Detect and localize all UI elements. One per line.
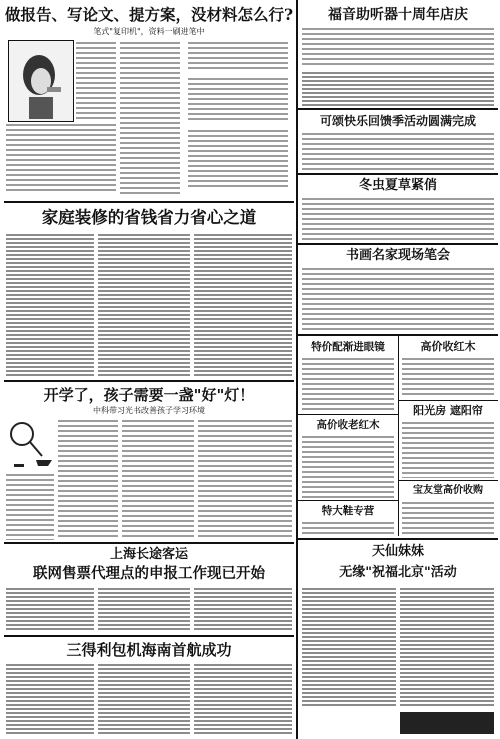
rule	[4, 201, 294, 203]
lamp-text-b	[6, 474, 54, 540]
progressive-text	[302, 358, 394, 412]
sunroom-headline-block	[400, 402, 496, 420]
rule	[298, 108, 498, 110]
lamp-text-a	[58, 420, 118, 540]
rule	[298, 538, 498, 540]
report-subhead-block	[4, 26, 294, 38]
hearing-aid-text	[302, 28, 494, 68]
tianxian-headline1-block	[300, 542, 496, 562]
success-text	[302, 133, 494, 171]
rule	[4, 380, 294, 382]
hearing-aid-headline: 福音助听器十周年店庆	[328, 7, 468, 23]
lamp-subhead: 中科带习光书改善孩子学习环境	[93, 406, 205, 415]
shanghai-text-b	[98, 588, 190, 632]
painting-text	[302, 268, 494, 332]
rule	[4, 635, 294, 637]
progressive-headline: 特价配渐进眼镜	[311, 341, 385, 353]
shanghai-headline2-block	[4, 563, 294, 585]
sunroom-headline: 阳光房 遮阳帘	[413, 404, 483, 417]
sanya-headline: 三得利包机海南首航成功	[66, 641, 232, 659]
sanya-text-a	[6, 664, 94, 736]
home-text-a	[6, 234, 94, 378]
rule	[4, 542, 294, 544]
painting-headline-block	[300, 246, 496, 266]
cordyceps-headline: 冬虫夏草紧俏	[358, 178, 437, 193]
tianxian-footer-ad	[400, 712, 494, 734]
home-headline-block	[4, 206, 294, 230]
baoyou-headline-block	[400, 482, 496, 500]
column-divider	[296, 0, 298, 739]
tianxian-headline-line1: 天仙妹妹	[371, 544, 424, 559]
lamp-headline-block	[4, 384, 294, 406]
mahogany-old-headline-block	[300, 416, 396, 434]
report-sidebar-text-a	[188, 42, 288, 72]
shanghai-headline-line2: 联网售票代理点的申报工作现已开始	[33, 565, 265, 582]
rule	[298, 243, 498, 245]
mahogany-buy-headline-block	[400, 338, 496, 356]
sanya-text-b	[98, 664, 190, 736]
cordyceps-headline-block	[300, 176, 496, 196]
home-text-c	[194, 234, 292, 378]
rule	[298, 500, 398, 501]
report-sidebar-text-c	[188, 130, 288, 190]
mahogany-buy-headline: 高价收红木	[420, 340, 476, 353]
lamp-headline: 开学了，孩子需要一盏"好"灯！	[43, 386, 255, 404]
shanghai-headline1-block	[4, 545, 294, 565]
report-headline: 做报告、写论文、提方案，没材料怎么行?	[4, 5, 294, 24]
shoes-text	[302, 522, 394, 536]
shoes-headline: 特大鞋专营	[321, 505, 375, 517]
painting-headline: 书画名家现场笔会	[345, 248, 450, 263]
lamp-illustration	[8, 420, 56, 470]
shanghai-text-a	[6, 588, 94, 632]
cordyceps-text	[302, 198, 494, 240]
desk-lamp-icon	[8, 420, 56, 470]
baoyou-headline: 宝友堂高价收购	[413, 485, 483, 496]
shanghai-headline-line1: 上海长途客运	[109, 547, 188, 562]
home-headline: 家庭装修的省钱省力省心之道	[41, 208, 257, 227]
tianxian-headline2-block	[300, 562, 496, 584]
mahogany-old-headline: 高价收老红木	[316, 419, 380, 431]
sunroom-text	[402, 422, 494, 478]
tianxian-headline-line2: 无缘"祝福北京"活动	[339, 565, 457, 580]
lamp-text-c	[122, 420, 194, 540]
mahogany-old-text	[302, 436, 394, 498]
hearing-aid-headline-block	[300, 4, 496, 26]
rule	[298, 173, 498, 175]
report-sidebar-text-b	[188, 78, 288, 123]
rule	[398, 480, 498, 481]
woman-portrait-icon	[9, 41, 73, 121]
report-sidebar	[184, 42, 292, 194]
tianxian-text-a	[302, 588, 396, 708]
progressive-headline-block	[300, 338, 396, 356]
lamp-text-d	[198, 420, 292, 540]
report-headline-block	[4, 4, 294, 26]
rule	[298, 414, 398, 415]
home-text-b	[98, 234, 190, 378]
report-text-b	[6, 124, 116, 194]
report-photo	[8, 40, 74, 122]
lamp-subhead-block	[4, 405, 294, 417]
report-text-a	[76, 42, 116, 122]
report-text-c	[120, 42, 180, 197]
success-headline-block	[300, 111, 496, 131]
rule	[398, 400, 498, 401]
hearing-aid-address-list	[302, 72, 494, 106]
shoes-headline-block	[300, 502, 396, 520]
sanya-headline-block	[4, 638, 294, 662]
mahogany-buy-text	[402, 358, 494, 398]
success-headline: 可颂快乐回馈季活动圆满完成	[319, 114, 476, 128]
shanghai-text-c	[194, 588, 292, 632]
report-subhead: 笔式"复印机"，资料一刷进笔中	[93, 27, 205, 36]
subcolumn-divider	[398, 336, 399, 536]
tianxian-text-b	[400, 588, 494, 708]
baoyou-text	[402, 502, 494, 534]
sanya-text-c	[194, 664, 292, 736]
